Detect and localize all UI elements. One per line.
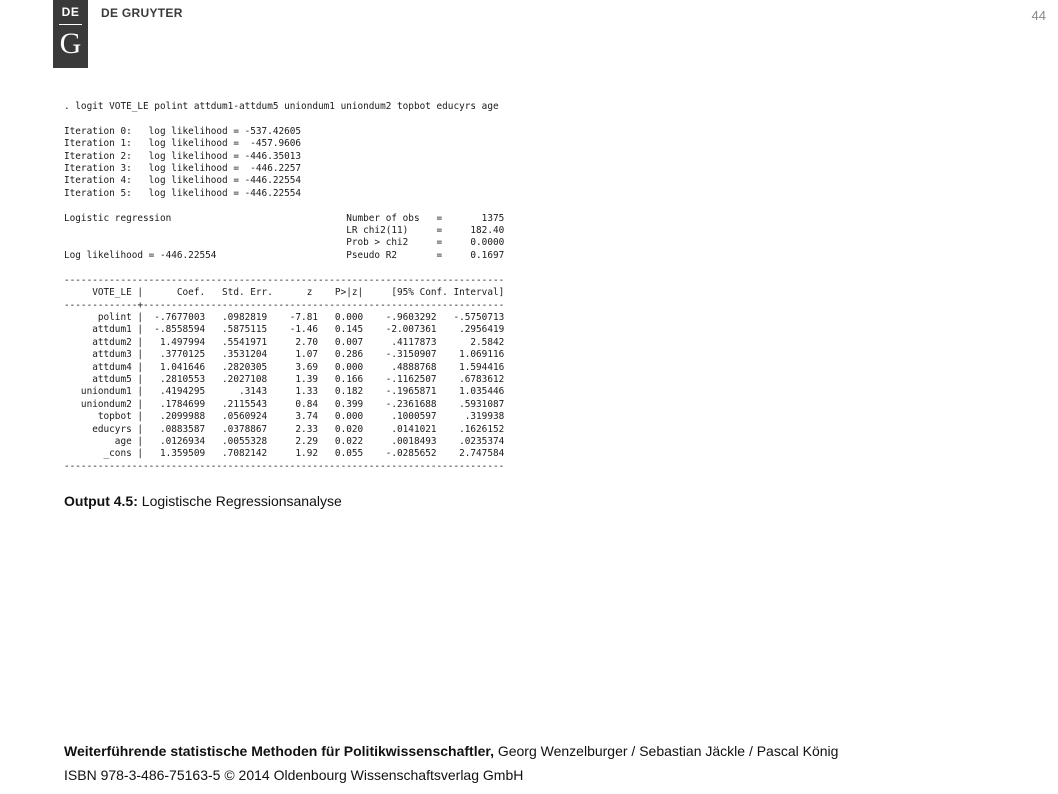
output-line: Iteration 3: log likelihood = -446.2257 (64, 163, 302, 175)
output-line: . logit VOTE_LE polint attdum1-attdum5 uniondum1 uniondum2 topbot educyrs age (64, 101, 499, 112)
output-line: polint | -.7677003 .0982819 -7.81 0.000 -.9603292 -.5750713 (64, 311, 505, 323)
output-line: topbot | .2099988 .0560924 3.74 0.000 .1000597 .319938 (64, 411, 505, 423)
page-number: 44 (1031, 8, 1046, 23)
output-line: Iteration 2: log likelihood = -446.35013 (64, 150, 302, 162)
book-authors: Georg Wenzelburger / Sebastian Jäckle / Pascal König (493, 743, 839, 759)
output-line: uniondum1 | .4194295 .3143 1.33 0.182 -.1965871 1.035446 (64, 386, 505, 398)
output-line: Log likelihood = -446.22554 Pseudo R2 = 0.1697 (64, 249, 505, 261)
output-line: Prob > chi2 = 0.0000 (64, 237, 505, 249)
output-line: LR chi2(11) = 182.40 (64, 225, 505, 237)
footer-citation (64, 743, 838, 759)
output-line: attdum2 | 1.497994 .5541971 2.70 0.007 .4117873 2.5842 (64, 336, 505, 348)
output-line: educyrs | .0883587 .0378867 2.33 0.020 .0141021 .1626152 (64, 423, 505, 435)
logo-de-text: DE (61, 5, 80, 19)
output-line: ------------------------------------------------------------------------------ (64, 274, 505, 286)
output-line: Iteration 1: log likelihood = -457.9606 (64, 138, 302, 150)
output-line: ------------------------------------------------------------------------------ (64, 460, 505, 472)
caption-label: Output 4.5: (64, 493, 138, 509)
output-line: Logistic regression Number of obs = 1375 (64, 212, 505, 224)
caption-text: Logistische Regressionsanalyse (137, 493, 342, 509)
publisher-name: DE GRUYTER (101, 6, 183, 20)
figure-caption (64, 493, 342, 509)
output-line: _cons | 1.359509 .7082142 1.92 0.055 -.0285652 2.747584 (64, 448, 505, 460)
footer-isbn: ISBN 978-3-486-75163-5 © 2014 Oldenbourg Wissenschaftsverlag GmbH (64, 767, 524, 783)
output-line: attdum5 | .2810553 .2027108 1.39 0.166 -.1162507 .6783612 (64, 373, 505, 385)
output-line: attdum1 | -.8558594 .5875115 -1.46 0.145 -2.007361 .2956419 (64, 324, 505, 336)
output-line: age | .0126934 .0055328 2.29 0.022 .0018493 .0235374 (64, 435, 505, 447)
output-line: uniondum2 | .1784699 .2115543 0.84 0.399 -.2361688 .5931087 (64, 398, 505, 410)
output-line: attdum4 | 1.041646 .2820305 3.69 0.000 .4888768 1.594416 (64, 361, 505, 373)
output-line: -------------+---------------------------------------------------------------- (64, 299, 505, 311)
logo-divider (59, 24, 82, 25)
output-line: VOTE_LE | Coef. Std. Err. z P>|z| [95% Conf. Interval] (64, 287, 505, 299)
stata-output (64, 101, 504, 473)
output-line: Iteration 4: log likelihood = -446.22554 (64, 175, 302, 187)
book-title: Weiterführende statistische Methoden für Politikwissenschaftler, (64, 743, 494, 759)
output-line: Iteration 5: log likelihood = -446.22554 (64, 187, 302, 199)
publisher-logo (53, 0, 88, 68)
logo-g-letter: G (59, 27, 82, 60)
output-line: attdum3 | .3770125 .3531204 1.07 0.286 -.3150907 1.069116 (64, 349, 505, 361)
output-line: Iteration 0: log likelihood = -537.42605 (64, 125, 302, 137)
